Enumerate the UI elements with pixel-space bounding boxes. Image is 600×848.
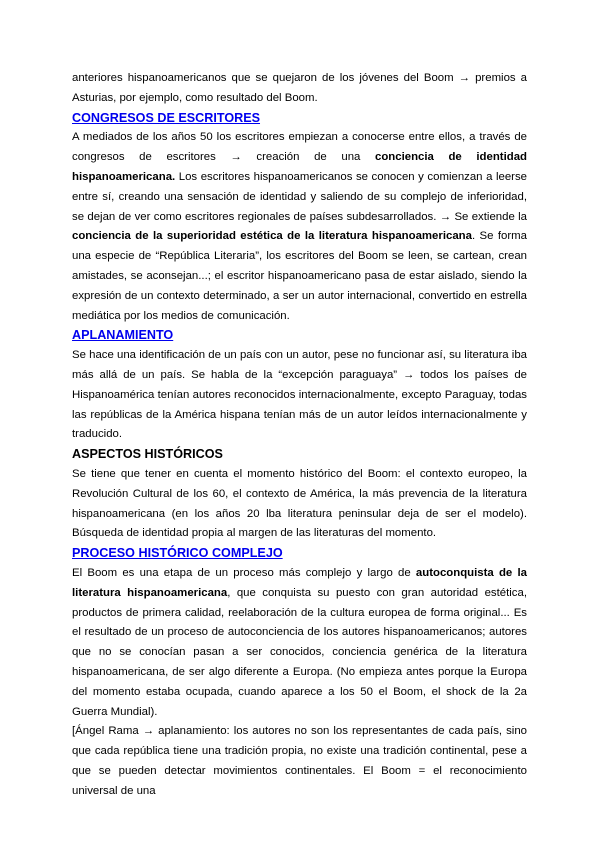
paragraph-proceso [72,564,527,722]
heading-congresos-de-escritores[interactable]: CONGRESOS DE ESCRITORES [72,110,261,125]
heading-aplanamiento[interactable]: APLANAMIENTO [72,328,174,343]
paragraph-congresos [72,128,527,326]
paragraph-aspectos-historicos: Se tiene que tener en cuenta el momento histórico del Boom: el contexto europeo, la Revolución Cultural de los 60, el contexto de América, la más prevencia de la literatura hispanoamericana (en los años 20 lba literatura peninsular deja de ser el modelo). Búsqueda de identidad propia al margen de las literaturas del momento. [72,467,527,540]
bold-phrase-superioridad: conciencia de la superioridad estética de la literatura hispanoamericana [72,230,472,243]
paragraph-aplanamiento: Se hace una identificación de un país con un autor, pese no funcionar así, su literatura iba más allá de un país. Se habla de la “excepción paraguaya” → todos los países de Hispanoamérica tenían autores reconocidos internacionalmente, excepto Paraguay, todas las repúblicas de la América hispana tenían más de un autor leídos internacionalmente y traducido. [72,349,527,441]
text-run: Los escritores hispanoamericanos se conocen y comienzan a leerse entre sí, creando una sensación de identidad y saliendo de su complejo de inferioridad, se dejan de ver como escritores regionales de países subdesarrollados. → Se extiende la [72,170,527,223]
heading-aspectos-historicos: ASPECTOS HISTÓRICOS [72,447,223,462]
text-run: . Se forma una especie de “República Literaria”, los escritores del Boom se leen, se cartean, crean amistades, se aconsejan...; el escritor hispanoamericano pasa de estar aislado, siendo la expresión de un contexto determinado, a ser un autor internacional, convertido en estrella mediática por los medios de comunicación. [72,230,527,322]
text-run: El Boom es una etapa de un proceso más complejo y largo de [72,566,416,579]
bold-phrase-identidad: conciencia de identidad hispanoamericana. [72,151,527,183]
bold-phrase-autoconquista: autoconquista de la literatura hispanoamericana [72,566,527,599]
paragraph-angel-rama: [Ángel Rama → aplanamiento: los autores no son los representantes de cada país, sino que cada república tiene una tradición propia, no existe una tradición continental, pese a que se pueden detectar movimientos continentales. El Boom = el reconocimiento universal de una [72,725,527,797]
heading-proceso-historico-complejo[interactable]: PROCESO HISTÓRICO COMPLEJO [72,546,283,561]
text-run: A mediados de los años 50 los escritores empiezan a conocerse entre ellos, a través de congresos de escritores → creación de una [72,131,527,164]
paragraph-continuation: anteriores hispanoamericanos que se quejaron de los jóvenes del Boom → premios a Asturias, por ejemplo, como resultado del Boom. [72,72,527,104]
text-run: , que conquista su puesto con gran autoridad estética, productos de primera calidad, reelaboración de la cultura europea de forma original... Es el resultado de un proceso de autoconciencia de los autores hispanoamericanos; autores que no se conocían pasan a ser conocidos, conciencia genérica de la literatura hispanoamericana, de ser algo diferente a Europa. (No empieza antes porque la Europa del momento estaba ocupada, cuando aparece a los 50 el Boom, el shock de la 2a Guerra Mundial). [72,586,527,718]
